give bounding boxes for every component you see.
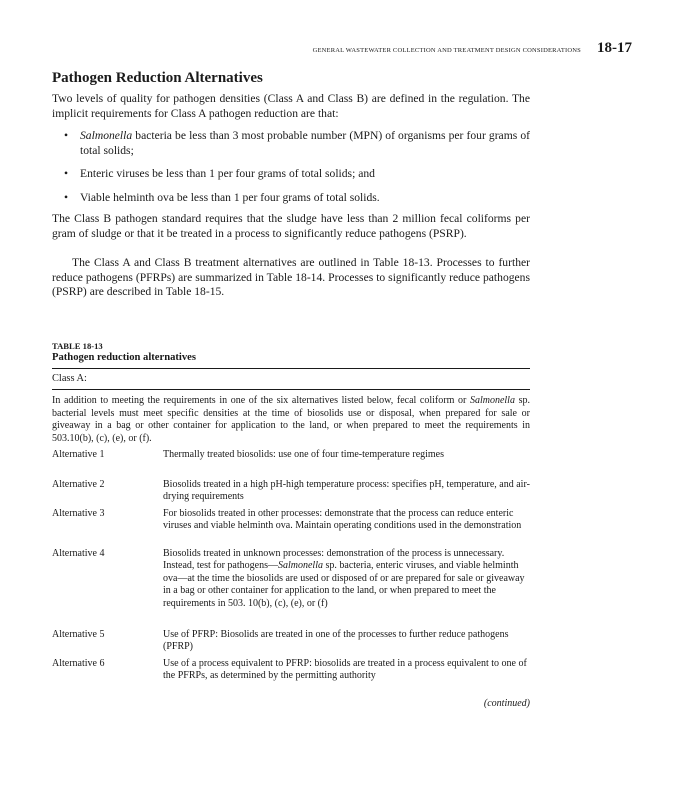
table-title: Pathogen reduction alternatives [52, 352, 196, 363]
table-top-rule [52, 368, 530, 369]
alternative-description: Biosolids treated in a high pH-high temperature process: specifies pH, temperature, and air-drying requirements [163, 479, 530, 503]
alternative-name: Alternative 5 [52, 629, 105, 640]
alternative-description: Use of a process equivalent to PFRP: biosolids are treated in a process equivalent to one of the PFRPs, as determined by the permitting authority [163, 658, 527, 682]
table-label: TABLE 18-13 [52, 341, 103, 351]
list-item [64, 191, 530, 206]
page-number: 18-17 [597, 40, 632, 56]
section-title: Pathogen Reduction Alternatives [52, 70, 263, 86]
alternative-description: For biosolids treated in other processes: demonstrate that the process can reduce enteric viruses and viable helminth ova. Maintain operating conditions used in the demonstration [163, 508, 522, 532]
table-intro-text-end: sp. bacterial levels must meet specific densities at the time of biosolids use or disposal, when prepared for sale or giveaway in a bag or other container for application to the land, or when prepared to meet the requirements in 503.10(b), (c), (e), or (f). [52, 395, 530, 444]
alternative-description-text-end: sp. bacteria, enteric viruses, and viable helminth ova—at the time the biosolids are used or disposed of or are prepared for sale or giveaway in a bag or other container for application to the land, or when prepared to meet the requirements in 503. 10(b), (c), (e), or (f) [163, 560, 525, 609]
running-title: GENERAL WASTEWATER COLLECTION AND TREATMENT DESIGN CONSIDERATIONS [312, 47, 581, 54]
alternative-name: Alternative 2 [52, 479, 105, 490]
list-item [64, 167, 530, 182]
alternative-name: Alternative 6 [52, 658, 105, 669]
bullet-text: Viable helminth ova be less than 1 per four grams of total solids. [80, 190, 380, 204]
intro-paragraph: Two levels of quality for pathogen densities (Class A and Class B) are defined in the regulation. The implicit requirements for Class A pathogen reduction are that: [52, 92, 530, 120]
table-header-rule [52, 389, 530, 390]
bullet-italic: Salmonella [80, 129, 133, 142]
bullet-text: bacteria be less than 3 most probable number (MPN) of organisms per four grams of total solids; [80, 129, 530, 157]
alternative-name: Alternative 4 [52, 548, 105, 559]
alternative-name: Alternative 1 [52, 449, 105, 460]
class-a-label: Class A: [52, 373, 87, 384]
alternative-description-text: Biosolids treated in unknown processes: demonstration of the process is unnecessary. Instead, test for pathogens— [163, 548, 505, 572]
requirements-list [64, 129, 530, 214]
alternative-name: Alternative 3 [52, 508, 105, 519]
running-header [313, 40, 632, 57]
continued-note: (continued) [483, 698, 530, 709]
bullet-text: Enteric viruses be less than 1 per four grams of total solids; and [80, 167, 375, 180]
class-b-paragraph: The Class B pathogen standard requires that the sludge have less than 2 million fecal coliforms per gram of sludge or that it be treated in a process to significantly reduce pathogens (PSRP). [52, 212, 530, 240]
table-intro [52, 395, 530, 445]
alternative-description-italic: Salmonella [277, 560, 323, 572]
alternative-description: Thermally treated biosolids: use one of four time-temperature regimes [163, 449, 445, 460]
list-item [64, 129, 530, 158]
table-intro-text: In addition to meeting the requirements in one of the six alternatives listed below, fecal coliform or [52, 395, 470, 406]
alternative-description: Use of PFRP: Biosolids are treated in one of the processes to further reduce pathogens (PFRP) [163, 629, 509, 653]
alternative-description [163, 548, 530, 610]
class-ab-paragraph: The Class A and Class B treatment alternatives are outlined in Table 18-13. Processes to further reduce pathogens (PFRPs) are summarized in Table 18-14. Processes to significantly reduce pathogens (PSRP) are described in Table 18-15. [52, 256, 530, 298]
table-intro-italic: Salmonella [469, 395, 515, 406]
